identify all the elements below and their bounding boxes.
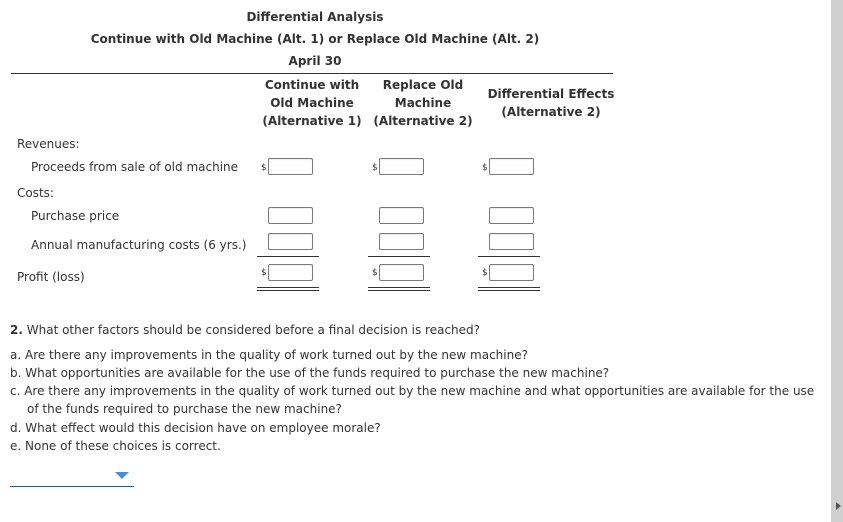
- col-header-alt1: [252, 76, 372, 130]
- col-header-diff-line1: Differential Effects: [487, 87, 615, 101]
- choice-b: b. What opportunities are available for the use of the funds required to purchase the new machine?: [10, 366, 610, 380]
- profit-alt2-input[interactable]: [379, 264, 424, 281]
- dollar-sign: $: [482, 163, 488, 173]
- question-text: What other factors should be considered before a final decision is reached?: [26, 323, 481, 337]
- report-title: Differential Analysis: [246, 10, 384, 24]
- total-double-rule: [368, 290, 430, 291]
- col-header-alt2-line3: (Alternative 2): [373, 114, 473, 128]
- dollar-sign: $: [482, 268, 488, 278]
- annual-alt1-input[interactable]: [268, 233, 313, 250]
- total-double-rule: [478, 287, 540, 288]
- costs-label: Costs:: [17, 186, 54, 200]
- dollar-sign: $: [261, 268, 267, 278]
- scroll-arrow-icon[interactable]: [836, 502, 841, 510]
- choice-a: a. Are there any improvements in the quality of work turned out by the new machine?: [10, 348, 528, 362]
- annual-costs-label: Annual manufacturing costs (6 yrs.): [31, 238, 247, 252]
- dollar-sign: $: [372, 268, 378, 278]
- proceeds-label: Proceeds from sale of old machine: [31, 160, 239, 174]
- dollar-sign: $: [372, 163, 378, 173]
- choice-c-continued: of the funds required to purchase the new machine?: [27, 402, 342, 416]
- choice-d: d. What effect would this decision have on employee morale?: [10, 421, 381, 435]
- col-header-diff-line2: (Alternative 2): [501, 105, 601, 119]
- profit-diff-input[interactable]: [489, 264, 534, 281]
- proceeds-alt2-input[interactable]: [379, 158, 424, 175]
- subtotal-rule: [478, 256, 540, 257]
- col-header-alt2: [362, 76, 484, 130]
- choice-c: c. Are there any improvements in the quality of work turned out by the new machine and what opportunities are available for the use: [10, 384, 815, 398]
- col-header-alt1-line1: Continue with: [264, 78, 360, 92]
- col-header-alt2-line2: Machine: [394, 96, 452, 110]
- header-rule: [11, 73, 613, 74]
- col-header-alt2-line1: Replace Old: [382, 78, 464, 92]
- purchase-alt1-input[interactable]: [268, 207, 313, 224]
- report-date: April 30: [288, 54, 342, 68]
- purchase-alt2-input[interactable]: [379, 207, 424, 224]
- col-header-alt1-line3: (Alternative 1): [262, 114, 362, 128]
- total-double-rule: [478, 290, 540, 291]
- total-double-rule: [257, 287, 319, 288]
- question-number: 2.: [10, 323, 23, 337]
- revenues-label: Revenues:: [17, 137, 80, 151]
- proceeds-alt1-input[interactable]: [268, 158, 313, 175]
- profit-alt1-input[interactable]: [268, 264, 313, 281]
- annual-alt2-input[interactable]: [379, 233, 424, 250]
- chevron-down-icon[interactable]: [115, 472, 129, 479]
- total-double-rule: [257, 290, 319, 291]
- annual-diff-input[interactable]: [489, 233, 534, 250]
- purchase-diff-input[interactable]: [489, 207, 534, 224]
- dollar-sign: $: [261, 163, 267, 173]
- subtotal-rule: [257, 256, 319, 257]
- subtotal-rule: [368, 256, 430, 257]
- col-header-alt1-line2: Old Machine: [270, 96, 354, 110]
- vertical-scrollbar[interactable]: [831, 0, 843, 522]
- purchase-price-label: Purchase price: [31, 209, 120, 223]
- col-header-diff: [482, 85, 620, 121]
- choice-e: e. None of these choices is correct.: [10, 439, 221, 453]
- report-subtitle: Continue with Old Machine (Alt. 1) or Replace Old Machine (Alt. 2): [90, 32, 540, 46]
- proceeds-diff-input[interactable]: [489, 158, 534, 175]
- answer-dropdown-underline: [10, 486, 134, 487]
- profit-loss-label: Profit (loss): [17, 270, 85, 284]
- total-double-rule: [368, 287, 430, 288]
- question-prompt: [10, 321, 480, 339]
